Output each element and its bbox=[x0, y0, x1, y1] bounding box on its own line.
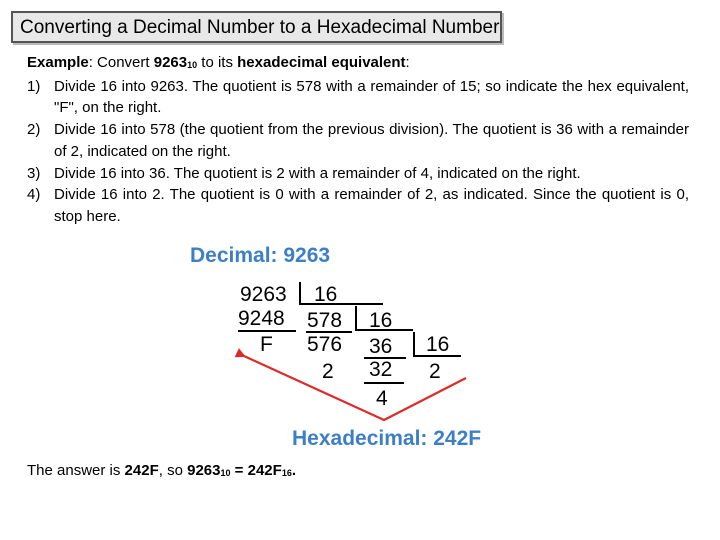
example-number-value: 9263 bbox=[153, 54, 188, 71]
step-text: Divide 16 into 2. The quotient is 0 with a remainder of 2, as indicated. Since the quotient is 0, stop here. bbox=[54, 186, 689, 225]
answer-hex-value: 242F bbox=[247, 462, 282, 479]
answer-hex-base: 16 bbox=[281, 468, 292, 478]
answer-decimal-value: 9263 bbox=[187, 462, 221, 479]
answer-decimal bbox=[187, 462, 296, 479]
product-2: 576 bbox=[307, 333, 343, 356]
remainder-1: F bbox=[260, 333, 273, 356]
quotient-1: 578 bbox=[307, 309, 343, 332]
divisor-1: 16 bbox=[314, 283, 338, 306]
remainder-3: 4 bbox=[376, 387, 388, 410]
divisor-2: 16 bbox=[369, 309, 393, 332]
answer-line bbox=[27, 462, 296, 479]
answer-decimal-base: 10 bbox=[220, 468, 231, 478]
division-bracket-1 bbox=[300, 282, 383, 304]
step-text: Divide 16 into 36. The quotient is 2 with a remainder of 4, indicated on the right. bbox=[54, 164, 581, 182]
step-number: 2) bbox=[27, 121, 41, 139]
example-bold-b: hexadecimal equivalent bbox=[237, 54, 406, 71]
answer-end: . bbox=[291, 462, 296, 479]
product-1: 9248 bbox=[238, 307, 285, 330]
divisor-3: 16 bbox=[426, 333, 450, 356]
answer-text-b: , so bbox=[158, 462, 188, 479]
step-text: Divide 16 into 578 (the quotient from the previous division). The quotient is 36 with a remainder of 2, indicated on the right. bbox=[54, 121, 689, 160]
answer-hex: 242F bbox=[124, 462, 159, 479]
example-base: 10 bbox=[187, 60, 198, 70]
example-text-b: to its bbox=[197, 54, 238, 71]
example-text-a: : Convert bbox=[88, 54, 154, 71]
answer-text-a: The answer is bbox=[27, 462, 125, 479]
answer-equals: = bbox=[230, 462, 248, 479]
hexadecimal-label: Hexadecimal: 242F bbox=[292, 427, 482, 450]
step-text: Divide 16 into 9263. The quotient is 578 with a remainder of 15; so indicate the hex equivalent, "F", on the right. bbox=[54, 77, 689, 117]
dividend-1: 9263 bbox=[240, 283, 287, 306]
step-number: 1) bbox=[27, 77, 41, 95]
quotient-2: 36 bbox=[369, 335, 393, 358]
product-3: 32 bbox=[369, 358, 393, 381]
example-text-c: : bbox=[405, 54, 410, 71]
example-label: Example bbox=[27, 54, 89, 71]
page-title: Converting a Decimal Number to a Hexadecimal Number bbox=[20, 17, 500, 38]
step-number: 3) bbox=[27, 164, 41, 182]
decimal-label: Decimal: 9263 bbox=[190, 244, 331, 267]
quotient-3: 2 bbox=[429, 360, 441, 383]
step-number: 4) bbox=[27, 186, 41, 204]
remainder-2: 2 bbox=[322, 360, 334, 383]
